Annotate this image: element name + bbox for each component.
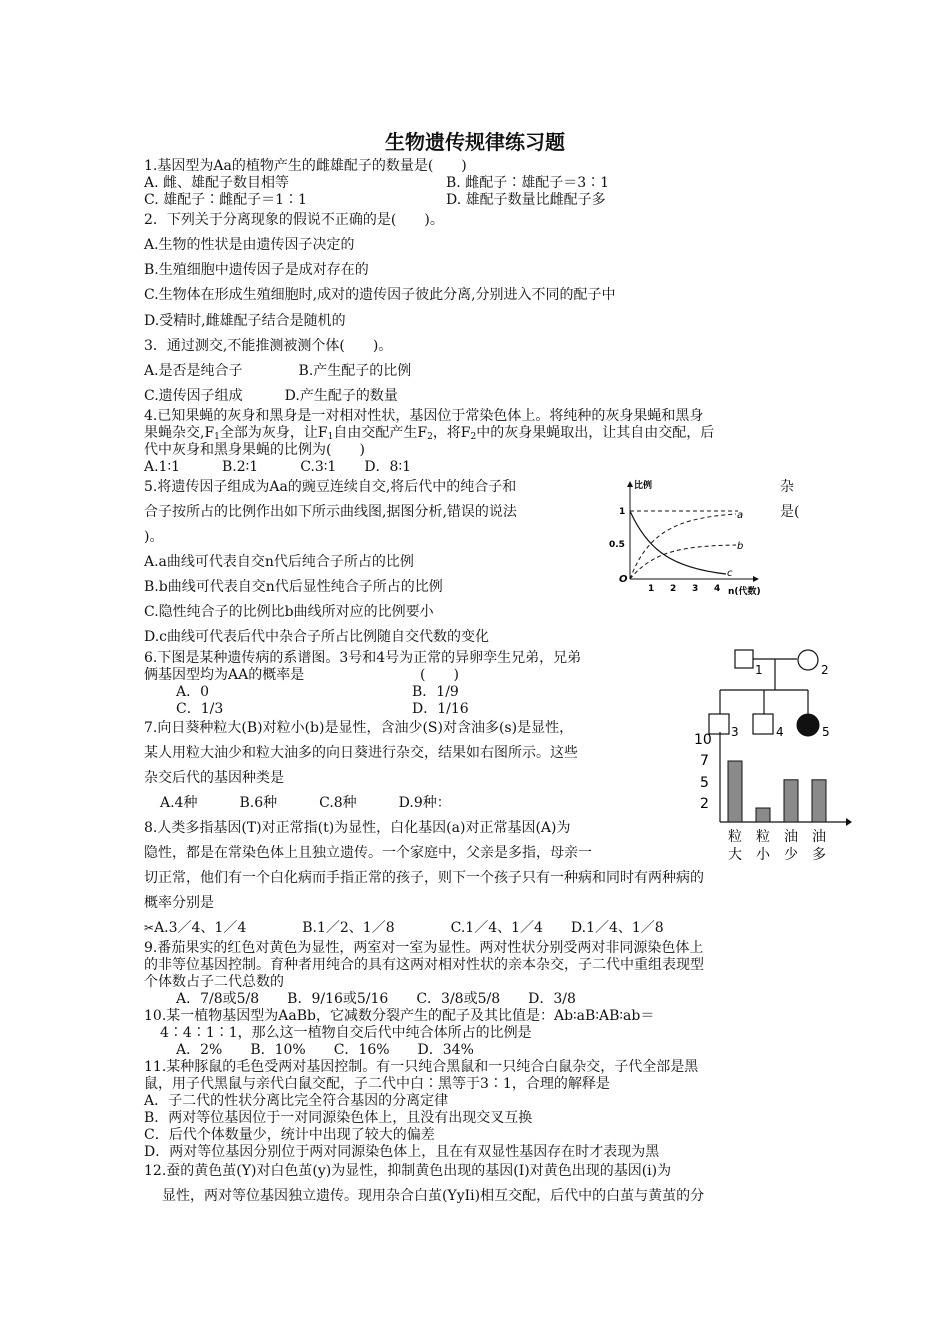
q3-options-cd: C.遗传因子组成 D.产生配子的数量: [144, 388, 398, 404]
x-tick-2: 2: [670, 584, 677, 594]
curve-a: [630, 514, 736, 579]
scissors-icon: ✂: [144, 921, 155, 935]
q5-line1-end: 杂: [780, 479, 794, 495]
q7-line3: 杂交后代的基因种类是: [144, 770, 284, 786]
q5-option-c: C.隐性纯合子的比例比b曲线所对应的比例要小: [144, 604, 434, 620]
category-1-bottom: 大: [728, 847, 742, 863]
y-tick-5: 5: [700, 775, 709, 791]
y-axis-label: 比例: [634, 481, 653, 491]
x-tick-1: 1: [648, 584, 655, 594]
bar-3: [784, 780, 798, 822]
individual-5-label: 5: [822, 725, 830, 739]
q5-line3: )。: [144, 529, 164, 545]
q11-option-d: D．两对等位基因分别位于两对同源染色体上，且在有双显性基因存在时才表现为黑: [144, 1144, 660, 1160]
q11-line2: 鼠，用子代黑鼠与亲代白鼠交配，子二代中白∶黑等于3∶1，合理的解释是: [144, 1076, 610, 1092]
category-4-top: 油: [812, 829, 826, 845]
q6-option-d: D．1/16: [412, 701, 469, 717]
q11-line1: 11.某种豚鼠的毛色受两对基因控制。有一只纯合黑鼠和一只纯合白鼠杂交，子代全部是黑: [144, 1059, 699, 1075]
bar-1: [728, 761, 742, 822]
q1-option-b: B. 雌配子∶雄配子＝3∶1: [446, 175, 610, 191]
bar-4: [812, 780, 826, 822]
q10-line2: 4∶4∶1∶1，那么这一植物自交后代中纯合体所占的比例是: [160, 1025, 532, 1041]
q8-line3: 切正常，他们有一个白化病而手指正常的孩子，则下一个孩子只有一种病和同时有两种病的: [144, 870, 704, 886]
q11-option-a: A．子二代的性状分离比完全符合基因的分离定律: [144, 1093, 449, 1109]
bar-2: [756, 808, 770, 822]
curve-b-label: b: [737, 541, 744, 552]
x-tick-4: 4: [714, 584, 721, 594]
q2-stem: 2．下列关于分离现象的假说不正确的是( )。: [144, 212, 444, 228]
q1-option-d: D. 雄配子数量比雌配子多: [446, 192, 606, 208]
q7-options: A.4种 B.6种 C.8种 D.9种：: [160, 795, 451, 811]
category-4-bottom: 多: [812, 847, 826, 863]
category-2-bottom: 小: [756, 847, 770, 863]
q9-options: A．7/8或5/8 B．9/16或5/16 C．3/8或5/8 D．3/8: [176, 991, 576, 1007]
q9-line1: 9.番茄果实的红色对黄色为显性，两室对一室为显性。两对性状分别受两对非同源染色体上: [144, 940, 704, 956]
y-tick-7: 7: [700, 753, 709, 769]
page-title: 生物遗传规律练习题: [385, 130, 565, 154]
x-axis-label: n(代数): [728, 587, 761, 597]
q5-line2: 合子按所占的比例作出如下所示曲线图,据图分析,错误的说法: [144, 504, 517, 520]
q8-line4: 概率分别是: [144, 895, 214, 911]
q2-option-b: B.生殖细胞中遗传因子是成对存在的: [144, 262, 369, 278]
individual-4-label: 4: [776, 725, 784, 739]
q6-line1: 6.下图是某种遗传病的系谱图。3号和4号为正常的异卵孪生兄弟，兄弟: [144, 650, 582, 666]
q4-line3: 代中灰身和黑身果蝇的比例为( ): [144, 442, 365, 458]
q8-options: ✂A.3／4、1／4 B.1／2、1／8 C.1／4、1／4 D.1／4、1／8: [144, 920, 664, 936]
q5-option-a: A.a曲线可代表自交n代后纯合子所占的比例: [144, 554, 414, 570]
individual-3-label: 3: [731, 725, 739, 739]
q2-option-c: C.生物体在形成生殖细胞时,成对的遗传因子彼此分离,分别进入不同的配子中: [144, 287, 616, 303]
curve-c: [630, 511, 726, 574]
curve-b: [630, 545, 736, 579]
q5-option-d: D.c曲线可代表后代中杂合子所占比例随自交代数的变化: [144, 629, 490, 645]
y-tick-1: 1: [619, 507, 626, 517]
q4-line1: 4.已知果蝇的灰身和黑身是一对相对性状，基因位于常染色体上。将纯种的灰身果蝇和黑身: [144, 408, 704, 424]
q1-option-c: C. 雄配子∶雌配子＝1∶1: [144, 192, 307, 208]
q10-line1: 10.某一植物基因型为AaBb，它减数分裂产生的配子及其比值是：Ab∶aB∶AB∶ab＝: [144, 1008, 655, 1024]
y-tick-10: 10: [694, 732, 712, 748]
q5-line1: 5.将遗传因子组成为Aa的豌豆连续自交,将后代中的纯合子和: [144, 479, 517, 495]
x-tick-3: 3: [692, 584, 699, 594]
curve-c-label: c: [727, 568, 733, 579]
q2-option-a: A.生物的性状是由遗传因子决定的: [144, 237, 355, 253]
q6-option-b: B．1/9: [412, 684, 459, 700]
individual-2-female: [798, 650, 818, 670]
q1-option-a: A. 雌、雄配子数目相等: [144, 175, 290, 191]
pedigree-chart: [700, 640, 840, 740]
q12-line2: 显性，两对等位基因独立遗传。现用杂合白茧(YyIi)相互交配，后代中的白茧与黄茧的分: [162, 1188, 705, 1204]
individual-4-male: [753, 714, 773, 734]
q8-line1: 8.人类多指基因(T)对正常指(t)为显性，白化基因(a)对正常基因(A)为: [144, 820, 571, 836]
q2-option-d: D.受精时,雌雄配子结合是随机的: [144, 313, 346, 329]
curve-a-label: a: [737, 510, 744, 521]
q11-option-c: C．后代个体数量少，统计中出现了较大的偏差: [144, 1127, 435, 1143]
individual-1-male: [735, 650, 753, 668]
q4-options: A.1∶1 B.2∶1 C.3∶1 D．8∶1: [144, 459, 412, 475]
q1-stem: 1.基因型为Aa的植物产生的雌雄配子的数量是( ): [144, 158, 467, 174]
q6-option-a: A．0: [176, 684, 210, 700]
q3-stem: 3．通过测交,不能推测被测个体( )。: [144, 338, 393, 354]
q5-option-b: B.b曲线可代表自交n代后显性纯合子所占的比例: [144, 579, 443, 595]
q5-ratio-curve-figure: [608, 476, 778, 600]
individual-2-label: 2: [821, 663, 829, 677]
origin-label: O: [619, 574, 628, 585]
category-3-top: 油: [784, 829, 798, 845]
q9-line2: 的非等位基因控制。育种者用纯合的具有这两对相对性状的亲本杂交，子二代中重组表现型: [144, 957, 704, 973]
category-1-top: 粒: [728, 829, 742, 845]
q9-line3: 个体数占子二代总数的: [144, 974, 284, 990]
q6-line2: 俩基因型均为AA的概率是: [144, 667, 305, 683]
q6-answer-paren: ( ): [420, 667, 459, 683]
individual-3-male: [709, 714, 729, 734]
q12-line1: 12.蚕的黄色茧(Y)对白色茧(y)为显性，抑制黄色出现的基因(I)对黄色出现的基因(i)为: [144, 1163, 672, 1179]
q11-option-b: B．两对等位基因位于一对同源染色体上，且没有出现交叉互换: [144, 1110, 533, 1126]
q6-option-c: C．1/3: [176, 701, 224, 717]
q5-line2-end: 是(: [780, 504, 800, 520]
individual-1-label: 1: [755, 663, 763, 677]
q4-line2: 果蝇杂交$,F_1$全部为灰身，让$F_1$自由交配产生$F_2$，将$F_2$中的灰身果蝇取出，让其自由交配，后: [144, 425, 715, 442]
y-tick-2: 2: [700, 796, 709, 812]
category-2-top: 粒: [756, 829, 770, 845]
q7-offspring-bar-chart: [690, 732, 852, 868]
q7-line2: 某人用粒大油少和粒大油多的向日葵进行杂交，结果如右图所示。这些: [144, 745, 578, 761]
y-tick-05: 0.5: [609, 540, 625, 550]
q7-line1: 7.向日葵种粒大(B)对粒小(b)是显性，含油少(S)对含油多(s)是显性，: [144, 720, 574, 736]
q3-options-ab: A.是否是纯合子 B.产生配子的比例: [144, 363, 412, 379]
q10-options: A．2% B．10% C．16% D．34%: [176, 1042, 474, 1058]
q8-line2: 隐性，都是在常染色体上且独立遗传。一个家庭中，父亲是多指，母亲一: [144, 845, 592, 861]
category-3-bottom: 少: [784, 847, 798, 863]
